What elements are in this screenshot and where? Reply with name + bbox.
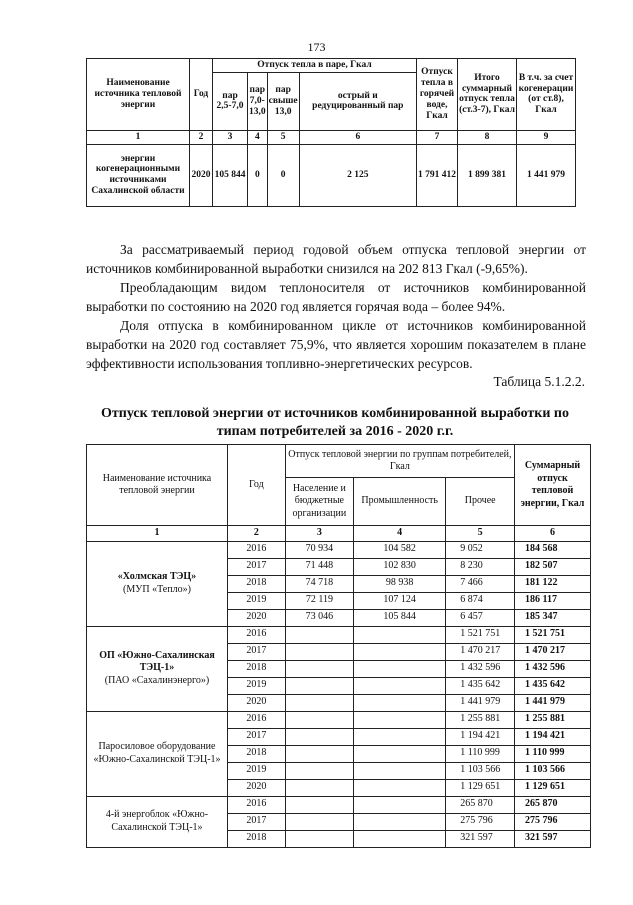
source-name: «Холмская ТЭЦ»	[117, 571, 197, 582]
cell-total: 1 103 566	[515, 762, 591, 779]
cell-industry	[354, 779, 446, 796]
cell-total: 1 435 642	[515, 677, 591, 694]
cell-other: 6 457	[446, 609, 515, 626]
cell-other: 1 470 217	[446, 643, 515, 660]
header-population: Население и бюджетные организации	[285, 478, 353, 526]
cell-year: 2018	[227, 660, 285, 677]
cell-year: 2016	[227, 711, 285, 728]
cell-year: 2016	[227, 796, 285, 813]
cell-other: 6 874	[446, 592, 515, 609]
cell-other: 1 110 999	[446, 745, 515, 762]
header-source-name: Наименование источника тепловой энергии	[87, 445, 228, 526]
header-hot-water: Отпуск тепла в горячей воде, Гкал	[417, 59, 458, 131]
source-name-cell	[87, 711, 228, 796]
paragraph-combined-cycle-share: Доля отпуска в комбинированном цикле от источников комбинированной выработки на 2020 год составляет 75,9%, что является хорошим показателем в плане эффективности использования топливно-энергетических ресурсов.	[86, 318, 586, 371]
cell-other: 1 194 421	[446, 728, 515, 745]
table-row	[87, 796, 591, 813]
col-number: 9	[517, 130, 576, 144]
cell-industry: 105 844	[354, 609, 446, 626]
cogeneration-steam-table	[86, 58, 576, 207]
cell-population: 73 046	[285, 609, 353, 626]
cell-other: 1 432 596	[446, 660, 515, 677]
cell-other: 1 129 651	[446, 779, 515, 796]
header-total: Суммарный отпуск тепловой энергии, Гкал	[515, 445, 591, 526]
cell-year: 2019	[227, 592, 285, 609]
cell-industry	[354, 762, 446, 779]
cell-industry: 98 938	[354, 575, 446, 592]
cell-total: 275 796	[515, 813, 591, 830]
col-number: 4	[354, 526, 446, 542]
cell-year: 2020	[227, 779, 285, 796]
header-steam-7-13: пар 7,0-13,0	[248, 72, 268, 130]
cell-population	[285, 813, 353, 830]
cell-total: 1 129 651	[515, 779, 591, 796]
cell-year: 2017	[227, 813, 285, 830]
cell-total: 1 194 421	[515, 728, 591, 745]
col-number: 1	[87, 526, 228, 542]
cell-population: 74 718	[285, 575, 353, 592]
cell-population	[285, 762, 353, 779]
cell-year: 2017	[227, 728, 285, 745]
header-source-name: Наименование источника тепловой энергии	[87, 59, 190, 131]
cell-industry	[354, 643, 446, 660]
header-industry: Промышленность	[354, 478, 446, 526]
cell-population	[285, 694, 353, 711]
row-cogeneration: 1 441 979	[517, 144, 576, 206]
header-cogeneration: В т.ч. за счет когенерации (от ст.8), Гкал	[517, 59, 576, 131]
cell-total: 1 110 999	[515, 745, 591, 762]
cell-total: 321 597	[515, 830, 591, 847]
cell-year: 2017	[227, 643, 285, 660]
cell-total: 185 347	[515, 609, 591, 626]
column-number-row	[87, 130, 576, 144]
col-number: 1	[87, 130, 190, 144]
cell-population	[285, 830, 353, 847]
header-steam-group: Отпуск тепла в паре, Гкал	[213, 59, 417, 73]
cell-population	[285, 728, 353, 745]
cell-industry	[354, 694, 446, 711]
cell-year: 2017	[227, 558, 285, 575]
source-owner: (МУП «Тепло»)	[123, 583, 191, 595]
header-year: Год	[190, 59, 213, 131]
col-number: 6	[299, 130, 416, 144]
row-steam-over-13: 0	[267, 144, 299, 206]
source-name-cell	[87, 796, 228, 847]
cell-year: 2016	[227, 541, 285, 558]
cell-industry	[354, 796, 446, 813]
table-title: Отпуск тепловой энергии от источников комбинированной выработки по типам потребителей за 2016 - 2020 г.г.	[101, 406, 569, 439]
row-steam-7-13: 0	[248, 144, 268, 206]
cell-other: 9 052	[446, 541, 515, 558]
source-name: ОП «Южно-Сахалинская ТЭЦ-1»	[99, 649, 215, 674]
col-number: 8	[458, 130, 517, 144]
column-number-row	[87, 526, 591, 542]
table-body	[87, 541, 591, 847]
cell-industry	[354, 711, 446, 728]
table-row	[87, 541, 591, 558]
cell-total: 1 441 979	[515, 694, 591, 711]
cell-industry: 107 124	[354, 592, 446, 609]
cell-other: 265 870	[446, 796, 515, 813]
col-number: 5	[446, 526, 515, 542]
header-steam-over-13: пар свыше 13,0	[267, 72, 299, 130]
cell-industry	[354, 813, 446, 830]
cell-year: 2018	[227, 575, 285, 592]
row-year: 2020	[190, 144, 213, 206]
cell-other: 8 230	[446, 558, 515, 575]
header-total: Итого суммарный отпуск тепла (ст.3-7), Гкал	[458, 59, 517, 131]
cell-population	[285, 660, 353, 677]
source-owner: (ПАО «Сахалинэнерго»)	[104, 674, 210, 686]
source-name-cell	[87, 541, 228, 626]
header-consumer-groups: Отпуск тепловой энергии по группам потребителей, Гкал	[285, 445, 514, 478]
col-number: 6	[515, 526, 591, 542]
page-number: 173	[307, 40, 326, 54]
cell-population	[285, 779, 353, 796]
source-name: 4-й энергоблок «Южно-Сахалинской ТЭЦ-1»	[105, 809, 209, 833]
cell-total: 186 117	[515, 592, 591, 609]
header-other: Прочее	[446, 478, 515, 526]
source-name-cell	[87, 626, 228, 711]
cell-other: 7 466	[446, 575, 515, 592]
col-number: 2	[190, 130, 213, 144]
col-number: 4	[248, 130, 268, 144]
cell-year: 2019	[227, 677, 285, 694]
cell-population	[285, 796, 353, 813]
cell-other: 1 255 881	[446, 711, 515, 728]
cell-industry	[354, 745, 446, 762]
table-row	[87, 711, 591, 728]
cell-industry	[354, 677, 446, 694]
cell-other: 1 441 979	[446, 694, 515, 711]
header-steam-reduced: острый и редуцированный пар	[299, 72, 416, 130]
row-steam-2-5-7: 105 844	[213, 144, 248, 206]
cell-total: 1 521 751	[515, 626, 591, 643]
cell-population: 70 934	[285, 541, 353, 558]
table-label: Таблица 5.1.2.2.	[493, 374, 585, 389]
cell-other: 275 796	[446, 813, 515, 830]
cell-total: 184 568	[515, 541, 591, 558]
table-row	[87, 144, 576, 206]
cell-industry	[354, 830, 446, 847]
cell-year: 2020	[227, 609, 285, 626]
cell-total: 181 122	[515, 575, 591, 592]
col-number: 3	[285, 526, 353, 542]
cell-industry: 102 830	[354, 558, 446, 575]
cell-population: 71 448	[285, 558, 353, 575]
cell-population	[285, 626, 353, 643]
paragraph-volume-decrease: За рассматриваемый период годовой объем отпуска тепловой энергии от источников комбинированной выработки снизился на 202 813 Гкал (-9,65%).	[86, 242, 586, 276]
source-name: Паросиловое оборудование «Южно-Сахалинской ТЭЦ-1»	[93, 741, 221, 765]
cell-industry	[354, 626, 446, 643]
cell-other: 321 597	[446, 830, 515, 847]
cell-population	[285, 711, 353, 728]
cell-year: 2016	[227, 626, 285, 643]
paragraph-heat-carrier: Преобладающим видом теплоносителя от источников комбинированной выработки по состоянию на 2020 год является горячая вода – более 94%.	[86, 280, 586, 314]
cell-population	[285, 643, 353, 660]
body-text	[86, 240, 586, 373]
cell-year: 2018	[227, 830, 285, 847]
cell-year: 2018	[227, 745, 285, 762]
col-number: 2	[227, 526, 285, 542]
cell-industry: 104 582	[354, 541, 446, 558]
row-hot-water: 1 791 412	[417, 144, 458, 206]
cell-other: 1 103 566	[446, 762, 515, 779]
header-year: Год	[227, 445, 285, 526]
cell-other: 1 521 751	[446, 626, 515, 643]
cell-year: 2019	[227, 762, 285, 779]
cell-population	[285, 677, 353, 694]
cell-population: 72 119	[285, 592, 353, 609]
cell-other: 1 435 642	[446, 677, 515, 694]
col-number: 3	[213, 130, 248, 144]
col-number: 7	[417, 130, 458, 144]
row-steam-reduced: 2 125	[299, 144, 416, 206]
row-total: 1 899 381	[458, 144, 517, 206]
row-source-name: энергии когенерационными источниками Сахалинской области	[87, 144, 190, 206]
cell-population	[285, 745, 353, 762]
cell-total: 1 432 596	[515, 660, 591, 677]
header-steam-2-5-7: пар 2,5-7,0	[213, 72, 248, 130]
col-number: 5	[267, 130, 299, 144]
cell-total: 182 507	[515, 558, 591, 575]
cell-total: 1 255 881	[515, 711, 591, 728]
consumer-supply-table	[86, 444, 591, 848]
cell-year: 2020	[227, 694, 285, 711]
cell-total: 265 870	[515, 796, 591, 813]
cell-industry	[354, 660, 446, 677]
table-row	[87, 626, 591, 643]
cell-total: 1 470 217	[515, 643, 591, 660]
cell-industry	[354, 728, 446, 745]
